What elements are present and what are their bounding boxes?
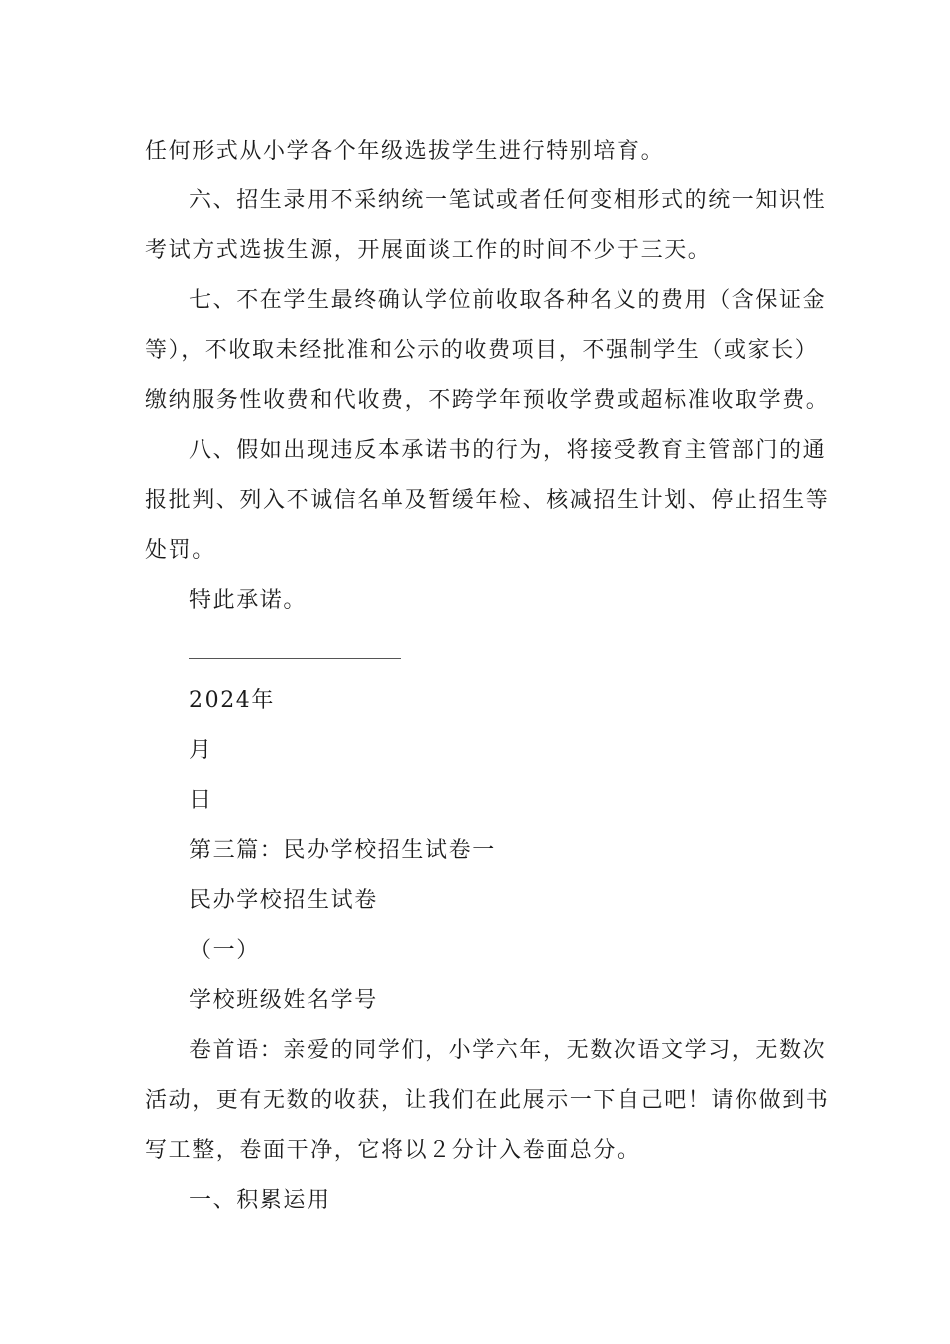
paragraph-line: 考试方式选拔生源，开展面谈工作的时间不少于三天。 <box>145 238 712 263</box>
exam-part: （一） <box>189 938 260 963</box>
paragraph-line: 七、不在学生最终确认学位前收取各种名义的费用（含保证金 <box>189 288 827 313</box>
paragraph-line: 处罚。 <box>145 538 216 563</box>
paragraph-line: 报批判、列入不诚信名单及暂缓年检、核减招生计划、停止招生等 <box>145 488 830 513</box>
paragraph-line: 缴纳服务性收费和代收费，不跨学年预收学费或超标准收取学费。 <box>145 388 830 413</box>
exam-title: 民办学校招生试卷 <box>189 888 378 913</box>
section-heading: 一、积累运用 <box>189 1188 331 1213</box>
paragraph-line: 六、招生录用不采纳统一笔试或者任何变相形式的统一知识性 <box>189 188 827 213</box>
student-info: 学校班级姓名学号 <box>189 988 378 1013</box>
preface-line: 写工整，卷面干净，它将以２分计入卷面总分。 <box>145 1138 641 1163</box>
signature-line <box>189 658 401 659</box>
date-day: 日 <box>189 788 213 813</box>
paragraph-line: 八、假如出现违反本承诺书的行为，将接受教育主管部门的通 <box>189 438 827 463</box>
preface-line: 活动，更有无数的收获，让我们在此展示一下自己吧！请你做到书 <box>145 1088 830 1113</box>
date-year: 2024年 <box>189 688 275 713</box>
closing-statement: 特此承诺。 <box>189 588 308 613</box>
preface-line: 卷首语：亲爱的同学们，小学六年，无数次语文学习，无数次 <box>189 1038 827 1063</box>
paragraph-line: 任何形式从小学各个年级选拔学生进行特别培育。 <box>145 139 665 164</box>
date-month: 月 <box>189 738 213 763</box>
paragraph-line: 等），不收取未经批准和公示的收费项目，不强制学生（或家长） <box>145 338 819 363</box>
section-title: 第三篇：民办学校招生试卷一 <box>189 838 496 863</box>
